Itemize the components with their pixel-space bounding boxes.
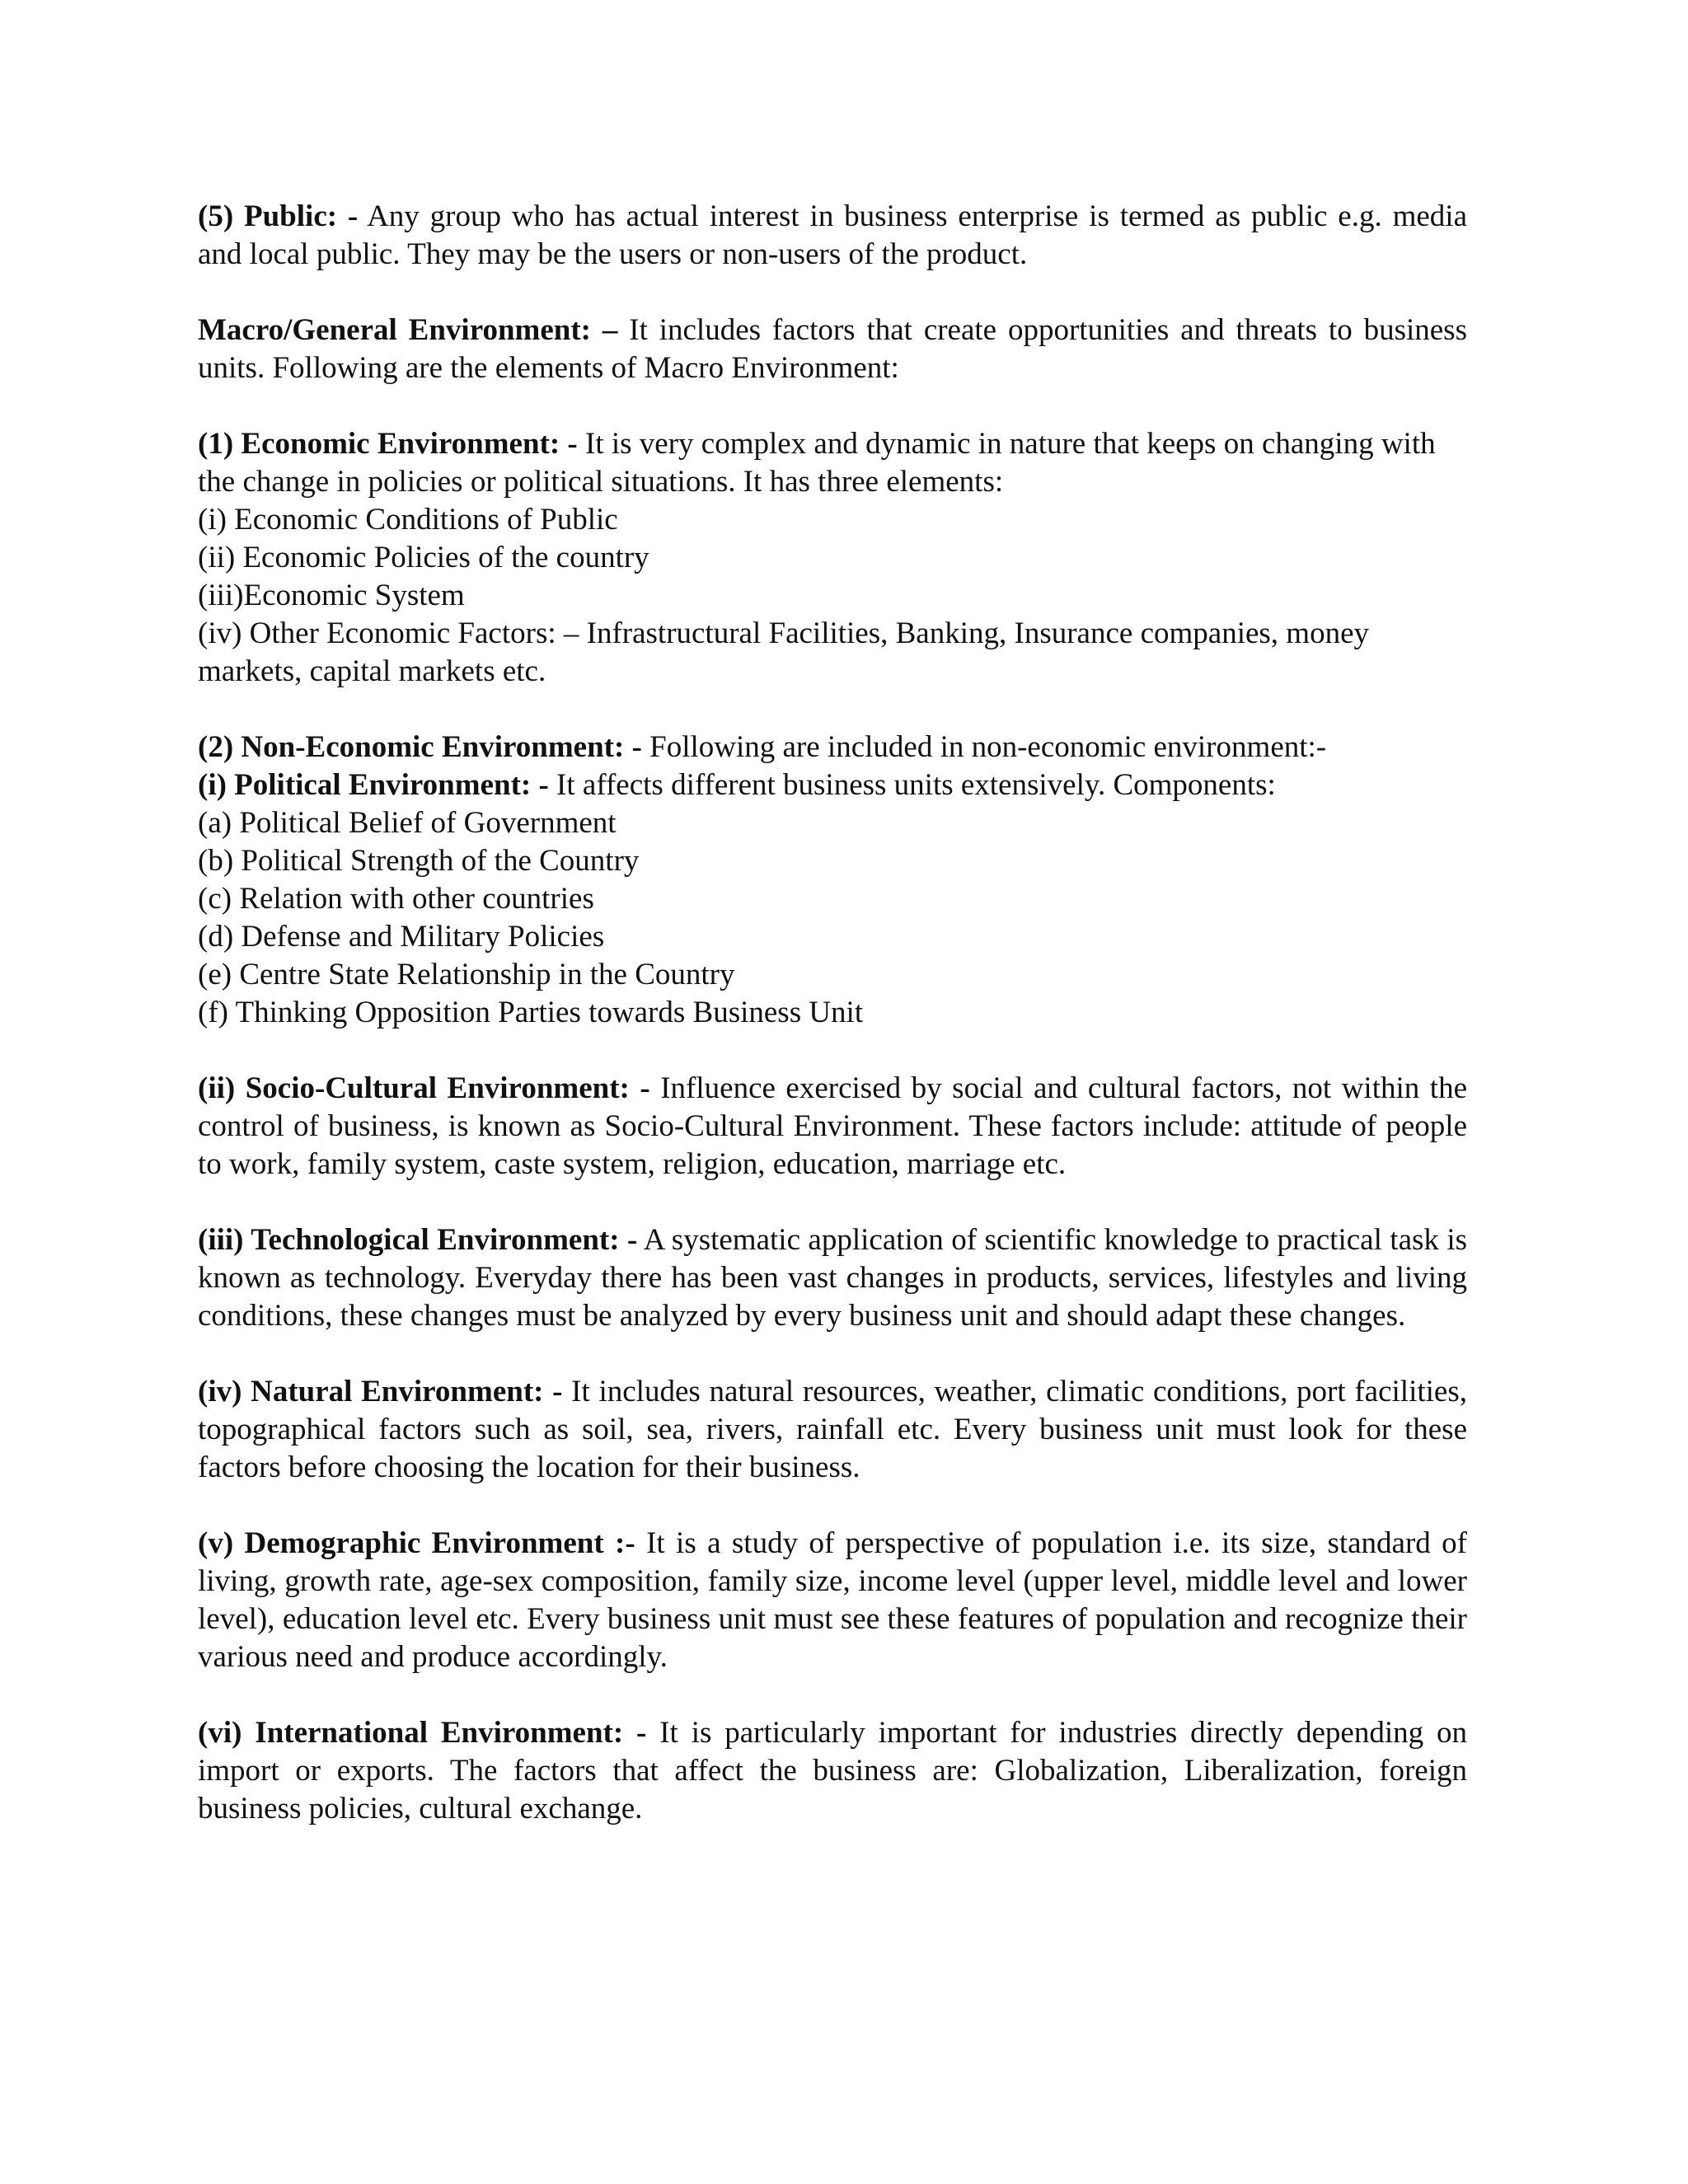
political-item: (e) Centre State Relationship in the Country: [198, 958, 735, 991]
demographic-paragraph: [198, 1525, 1467, 1676]
socio-cultural-text: Influence exercised by social and cultural factors, not within the control of business, is known as Socio-Cultural Environment. These factors include: attitude of people to work, family system, caste system, religion, education, marriage etc.: [198, 1071, 1467, 1181]
macro-paragraph: [198, 312, 1467, 387]
political-heading: (i) Political Environment: -: [198, 768, 549, 802]
political-item: (f) Thinking Opposition Parties towards Business Unit: [198, 996, 864, 1029]
economic-item: (i) Economic Conditions of Public: [198, 503, 618, 537]
non-economic-heading: (2) Non-Economic Environment: -: [198, 730, 642, 764]
public-heading: (5) Public: -: [198, 199, 359, 233]
international-heading: (vi) International Environment: -: [198, 1716, 647, 1750]
international-paragraph: [198, 1714, 1467, 1828]
economic-item: (iii)Economic System: [198, 579, 465, 612]
economic-heading: (1) Economic Environment: -: [198, 427, 578, 461]
economic-paragraph: [198, 425, 1467, 501]
political-item: (a) Political Belief of Government: [198, 806, 617, 840]
demographic-heading: (v) Demographic Environment :-: [198, 1526, 635, 1560]
socio-cultural-heading: (ii) Socio-Cultural Environment: -: [198, 1071, 650, 1105]
economic-item: (iv) Other Economic Factors: – Infrastructural Facilities, Banking, Insurance companies, money markets, capital markets etc.: [198, 616, 1369, 688]
socio-cultural-paragraph: [198, 1070, 1467, 1183]
political-item: (d) Defense and Military Policies: [198, 920, 605, 954]
natural-paragraph: [198, 1373, 1467, 1487]
non-economic-text: Following are included in non-economic environment:-: [641, 730, 1327, 764]
technological-heading: (iii) Technological Environment: -: [198, 1223, 638, 1257]
public-text: Any group who has actual interest in business enterprise is termed as public e.g. media and local public. They may be the users or non-users of the product.: [198, 199, 1467, 271]
natural-heading: (iv) Natural Environment: -: [198, 1375, 563, 1408]
natural-text: It includes natural resources, weather, climatic conditions, port facilities, topographical factors such as soil, sea, rivers, rainfall etc. Every business unit must look for these factors before choosing the location for their business.: [198, 1375, 1467, 1484]
non-economic-section: [198, 729, 1467, 1032]
macro-heading: Macro/General Environment: –: [198, 313, 618, 347]
public-paragraph: [198, 198, 1467, 274]
technological-text: A systematic application of scientific knowledge to practical task is known as technology. Everyday there has been vast changes in products, services, lifestyles and living conditions, these changes must be analyzed by every business unit and should adapt these changes.: [198, 1223, 1468, 1333]
non-economic-paragraph: [198, 729, 1467, 766]
political-item: (b) Political Strength of the Country: [198, 844, 640, 878]
economic-section: [198, 425, 1467, 691]
political-item: (c) Relation with other countries: [198, 882, 594, 916]
economic-item: (ii) Economic Policies of the country: [198, 541, 649, 574]
document-body: [198, 198, 1467, 1828]
demographic-text: It is a study of perspective of population i.e. its size, standard of living, growth rate, age-sex composition, family size, income level (upper level, middle level and lower level), education level etc. Every business unit must see these features of population and recognize their various need and produce accordingly.: [198, 1526, 1467, 1674]
political-text: It affects different business units extensively. Components:: [548, 768, 1276, 802]
technological-paragraph: [198, 1221, 1467, 1335]
macro-text: It includes factors that create opportunities and threats to business units. Following are the elements of Macro Environment:: [198, 313, 1467, 385]
international-text: It is particularly important for industries directly depending on import or exports. The factors that affect the business are: Globalization, Liberalization, foreign business policies, cultural exchange.: [198, 1716, 1467, 1825]
economic-text: It is very complex and dynamic in nature that keeps on changing with the change in policies or political situations. It has three elements:: [198, 427, 1436, 499]
political-paragraph: [198, 766, 1467, 804]
